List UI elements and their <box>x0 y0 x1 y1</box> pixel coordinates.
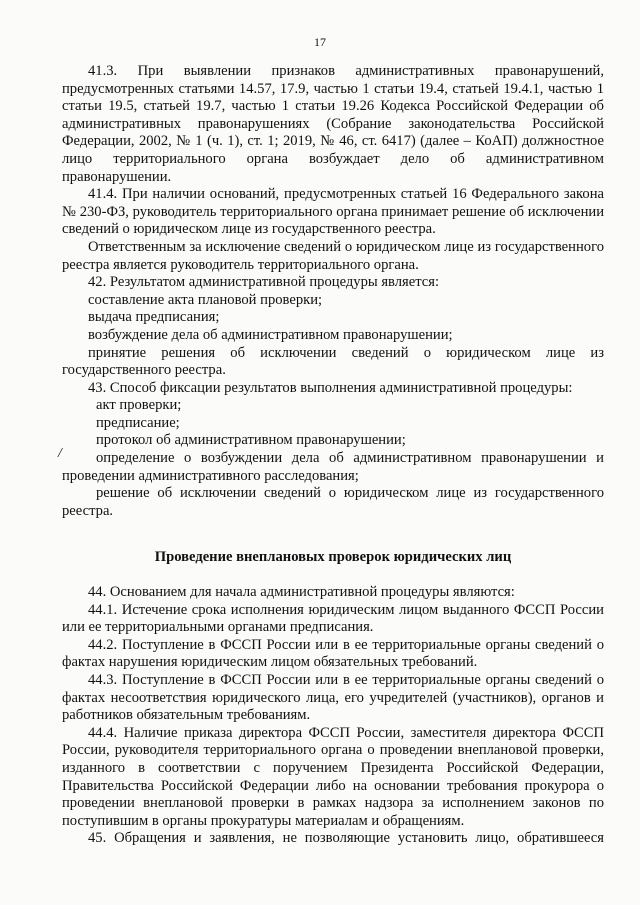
paragraph-41-4: 41.4. При наличии оснований, предусмотренных статьей 16 Федерального закона № 230-ФЗ, руководитель территориального органа принимает решение об исключении сведений о юридическом лице из государственного реестра. <box>62 186 604 238</box>
document-body <box>62 63 604 848</box>
paragraph-44-2: 44.2. Поступление в ФССП России или в ее территориальные органы сведений о фактах нарушения юридическим лицом обязательных требований. <box>62 636 604 671</box>
paragraph-45: 45. Обращения и заявления, не позволяющие установить лицо, обратившееся <box>88 830 604 847</box>
list-item-43-a: акт проверки; <box>96 397 182 414</box>
list-item-42-a: составление акта плановой проверки; <box>88 291 323 308</box>
section-heading: Проведение внеплановых проверок юридических лиц <box>154 549 512 566</box>
list-item-42-d: принятие решения об исключении сведений о юридическом лице из государственного реестра. <box>62 344 604 379</box>
paragraph-44-3: 44.3. Поступление в ФССП России или в ее территориальные органы сведений о фактах несоответствия юридического лица, его учредителей (участников), органов и работников обязательным требованиям. <box>62 672 604 724</box>
list-item-42-c: возбуждение дела об административном правонарушении; <box>88 326 453 343</box>
page-number: 17 <box>314 35 326 49</box>
list-item-43-e: решение об исключении сведений о юридическом лице из государственного реестра. <box>62 485 604 519</box>
paragraph-41-3: 41.3. При выявлении признаков административных правонарушений, предусмотренных статьями 14.57, 17.9, частью 1 статьи 19.4, статьей 19.4.1, частью 1 статьи 19.5, статьей 19.7, частью 1 статьи 19.26 Кодекса Российской Федерации об административных правонарушениях (Собрание законодательства Российской Федерации, 2002, № 1 (ч. 1), ст. 1; 2019, № 46, ст. 6417) (далее – КоАП) должностное лицо территориального органа возбуждает дело об административном правонарушении. <box>62 63 604 185</box>
paragraph-44-1: 44.1. Истечение срока исполнения юридическим лицом выданного ФССП России или ее территориальными органами предписания. <box>62 601 604 636</box>
list-item-42-b: выдача предписания; <box>88 309 220 326</box>
paragraph-44: 44. Основанием для начала административной процедуры являются: <box>88 584 515 601</box>
paragraph-43: 43. Способ фиксации результатов выполнения административной процедуры: <box>88 379 573 396</box>
list-item-43-b: предписание; <box>96 414 180 431</box>
paragraph-41-4-responsible: Ответственным за исключение сведений о юридическом лице из государственного реестра является руководитель территориального органа. <box>62 238 604 273</box>
list-item-43-c: протокол об административном правонарушении; <box>96 432 406 449</box>
paragraph-42: 42. Результатом административной процедуры является: <box>88 274 440 291</box>
paragraph-44-4: 44.4. Наличие приказа директора ФССП России, заместителя директора ФССП России, руководителя территориального органа о проведении внеплановой проверки, изданного в соответствии с поручением Президента Российской Федерации, Правительства Российской Федерации либо на основании требования прокурора о проведении внеплановой проверки в рамках надзора за исполнением законов по поступившим в органы прокуратуры материалам и обращениям. <box>62 724 604 829</box>
handwritten-margin-mark: / <box>58 446 62 461</box>
list-item-43-d: определение о возбуждении дела об административном правонарушении и проведении административного расследования; <box>62 450 604 484</box>
